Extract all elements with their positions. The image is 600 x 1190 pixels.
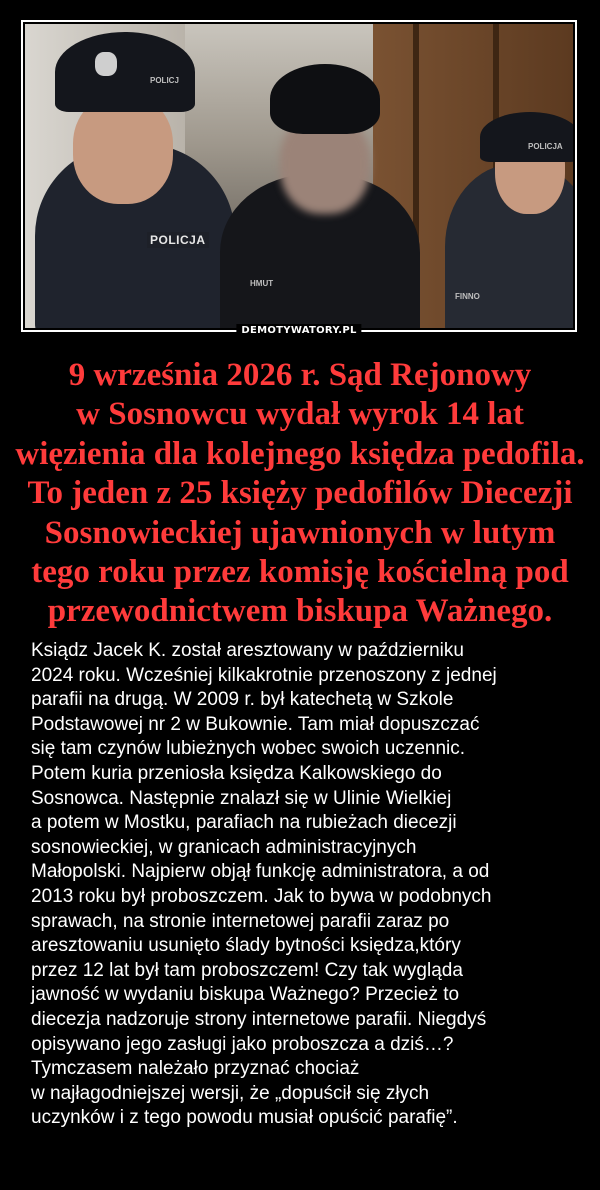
headline-line: 9 września 2026 r. Sąd Rejonowy: [68, 357, 532, 393]
body-line: przez 12 lat był tam proboszczem! Czy tak wygląda: [31, 959, 463, 981]
body-line: sprawach, na stronie internetowej parafii zaraz po: [31, 910, 450, 932]
body-line: Małopolski. Najpierw objął funkcję administratora, a od: [31, 861, 490, 883]
body-line: opisywano jego zasługi jako proboszcza a dziś…?: [31, 1033, 454, 1055]
cap-left-text: POLICJ: [150, 76, 179, 85]
badge-left: POLICJA: [147, 232, 209, 248]
body-line: Podstawowej nr 2 w Bukownie. Tam miał dopuszczać: [31, 713, 480, 735]
body-line: się tam czynów lubieżnych wobec swoich uczennic.: [31, 738, 466, 760]
body-line: Tymczasem należało przyznać chociaż: [31, 1058, 360, 1080]
eagle-emblem-icon: [95, 52, 117, 76]
body-line: sosnowieckiej, w granicach administracyjnych: [31, 836, 417, 858]
body-line: diecezja nadzoruje strony internetowe parafii. Niegdyś: [31, 1008, 487, 1030]
photo-frame: [21, 20, 577, 336]
body-line: parafii na drugą. W 2009 r. był katechetą w Szkole: [31, 689, 454, 711]
site-watermark: DEMOTYWATORY.PL: [236, 324, 361, 337]
police-cap-right: [480, 112, 573, 162]
headline-line: To jeden z 25 księży pedofilów Diecezji: [27, 475, 573, 512]
headline-line: więzienia dla kolejnego księdza pedofila.: [15, 435, 585, 472]
headline-line: przewodnictwem biskupa Ważnego.: [47, 593, 553, 630]
body-line: a potem w Mostku, parafiach na rubieżach diecezji: [31, 812, 457, 834]
body-line: w najłagodniejszej wersji, że „dopuścił się złych: [31, 1082, 430, 1104]
body-line: Ksiądz Jacek K. został aresztowany w październiku: [31, 640, 464, 661]
body-line: Potem kuria przeniosła księdza Kalkowskiego do: [31, 762, 442, 784]
body-line: uczynków i z tego powodu musiał opuścić parafię”.: [31, 1107, 458, 1129]
body-line: Sosnowca. Następnie znalazł się w Ulinie Wielkiej: [31, 787, 452, 809]
cap-right-text: POLICJA: [528, 142, 563, 151]
body-line: aresztowaniu usunięto ślady bytności księdza,który: [31, 935, 461, 957]
photo-image: [25, 24, 573, 328]
police-cap-left: [55, 32, 195, 112]
headline-line: Sosnowieckiej ujawnionych w lutym: [44, 514, 556, 551]
headline-line: w Sosnowcu wydał wyrok 14 lat: [76, 396, 524, 433]
body-line: 2024 roku. Wcześniej kilkakrotnie przenoszony z jednej: [31, 664, 497, 686]
sleeve-text: FINNO: [455, 292, 480, 301]
headline-line: tego roku przez komisję kościelną pod: [31, 554, 569, 591]
headline: [0, 356, 600, 632]
body-line: 2013 roku był proboszczem. Jak to bywa w podobnych: [31, 885, 492, 907]
body-line: jawność w wydaniu biskupa Ważnego? Przecież to: [31, 984, 460, 1006]
body-text: [31, 639, 576, 1131]
jacket-brand: HMUT: [250, 279, 274, 288]
beanie-hat: [270, 64, 380, 134]
